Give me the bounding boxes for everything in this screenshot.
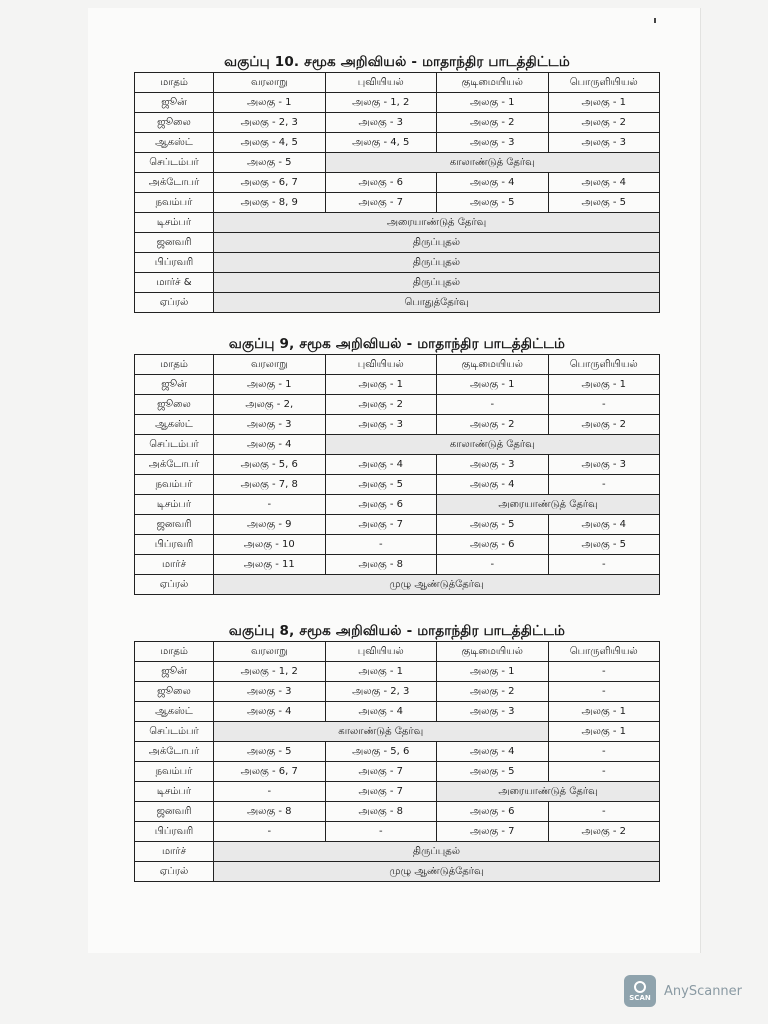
unit-cell: அலகு - 4, 5 <box>214 133 326 153</box>
column-header: புவியியல் <box>325 355 437 375</box>
header-row <box>135 355 660 375</box>
month-cell: டிசம்பர் <box>135 782 214 802</box>
month-cell: செப்டம்பர் <box>135 153 214 173</box>
merged-cell: அரையாண்டுத் தேர்வு <box>437 782 660 802</box>
merged-cell: காலாண்டுத் தேர்வு <box>325 153 660 173</box>
anyscanner-watermark <box>624 975 742 1007</box>
month-cell: ஜனவரி <box>135 515 214 535</box>
month-cell: ஏப்ரல் <box>135 862 214 882</box>
unit-cell: அலகு - 6, 7 <box>214 173 326 193</box>
column-header: பொருளியியல் <box>548 642 660 662</box>
table-row <box>135 682 660 702</box>
unit-cell: அலகு - 2 <box>325 395 437 415</box>
unit-cell: - <box>548 555 660 575</box>
month-cell: ஜூன் <box>135 375 214 395</box>
month-cell: அக்டோபர் <box>135 173 214 193</box>
unit-cell: - <box>548 662 660 682</box>
unit-cell: அலகு - 2, 3 <box>325 682 437 702</box>
class-10-section <box>134 52 660 313</box>
table-row <box>135 782 660 802</box>
table-row <box>135 133 660 153</box>
table-row <box>135 233 660 253</box>
unit-cell: அலகு - 4 <box>214 435 326 455</box>
unit-cell: அலகு - 2 <box>437 113 549 133</box>
table-row <box>135 742 660 762</box>
month-cell: டிசம்பர் <box>135 495 214 515</box>
anyscanner-logo-icon: SCAN <box>624 975 656 1007</box>
unit-cell: அலகு - 4 <box>325 702 437 722</box>
column-header: புவியியல் <box>325 73 437 93</box>
table-row <box>135 722 660 742</box>
unit-cell: அலகு - 1 <box>437 93 549 113</box>
unit-cell: அலகு - 8 <box>325 555 437 575</box>
unit-cell: அலகு - 1 <box>325 662 437 682</box>
unit-cell: அலகு - 8, 9 <box>214 193 326 213</box>
unit-cell: அலகு - 3 <box>437 455 549 475</box>
month-cell: மார்ச் <box>135 555 214 575</box>
unit-cell: அலகு - 1 <box>548 722 660 742</box>
table-row <box>135 862 660 882</box>
unit-cell: அலகு - 4 <box>214 702 326 722</box>
unit-cell: அலகு - 5, 6 <box>214 455 326 475</box>
month-cell: பிப்ரவரி <box>135 535 214 555</box>
unit-cell: அலகு - 5 <box>214 742 326 762</box>
unit-cell: அலகு - 3 <box>548 455 660 475</box>
anyscanner-brand: AnyScanner <box>664 983 743 999</box>
unit-cell: அலகு - 3 <box>325 415 437 435</box>
month-cell: ஆகஸ்ட் <box>135 133 214 153</box>
unit-cell: அலகு - 11 <box>214 555 326 575</box>
merged-cell: திருப்புதல் <box>214 233 660 253</box>
unit-cell: - <box>548 762 660 782</box>
unit-cell: அலகு - 1 <box>548 702 660 722</box>
class-9-section <box>134 334 660 595</box>
unit-cell: அலகு - 1 <box>437 662 549 682</box>
month-cell: ஆகஸ்ட் <box>135 415 214 435</box>
column-header: பொருளியியல் <box>548 355 660 375</box>
month-cell: ஜனவரி <box>135 802 214 822</box>
unit-cell: - <box>548 475 660 495</box>
table-row <box>135 153 660 173</box>
unit-cell: அலகு - 1 <box>548 93 660 113</box>
merged-cell: அரையாண்டுத் தேர்வு <box>437 495 660 515</box>
unit-cell: அலகு - 7 <box>325 515 437 535</box>
month-cell: செப்டம்பர் <box>135 722 214 742</box>
table-row <box>135 762 660 782</box>
table-row <box>135 515 660 535</box>
table-row <box>135 415 660 435</box>
merged-cell: முழு ஆண்டுத்தேர்வு <box>214 862 660 882</box>
unit-cell: - <box>437 555 549 575</box>
unit-cell: அலகு - 3 <box>548 133 660 153</box>
unit-cell: அலகு - 1 <box>325 375 437 395</box>
unit-cell: அலகு - 5 <box>548 535 660 555</box>
unit-cell: அலகு - 9 <box>214 515 326 535</box>
unit-cell: அலகு - 4 <box>437 173 549 193</box>
unit-cell: அலகு - 2 <box>548 822 660 842</box>
unit-cell: அலகு - 8 <box>214 802 326 822</box>
merged-cell: திருப்புதல் <box>214 253 660 273</box>
unit-cell: அலகு - 1 <box>214 93 326 113</box>
header-row <box>135 73 660 93</box>
month-cell: ஏப்ரல் <box>135 575 214 595</box>
unit-cell: அலகு - 2, <box>214 395 326 415</box>
unit-cell: அலகு - 6 <box>325 495 437 515</box>
column-header: குடிமையியல் <box>437 73 549 93</box>
merged-cell: பொதுத்தேர்வு <box>214 293 660 313</box>
month-cell: அக்டோபர் <box>135 742 214 762</box>
table-row <box>135 253 660 273</box>
class-10-title: வகுப்பு 10. சமூக அறிவியல் - மாதாந்திர பாடத்திட்டம் <box>224 54 570 70</box>
class-9-title: வகுப்பு 9, சமூக அறிவியல் - மாதாந்திர பாடத்திட்டம் <box>228 336 566 352</box>
month-cell: ஜூன் <box>135 93 214 113</box>
unit-cell: அலகு - 3 <box>214 682 326 702</box>
unit-cell: அலகு - 2 <box>437 415 549 435</box>
unit-cell: அலகு - 8 <box>325 802 437 822</box>
unit-cell: அலகு - 6 <box>437 802 549 822</box>
unit-cell: அலகு - 7 <box>325 782 437 802</box>
unit-cell: அலகு - 5 <box>437 762 549 782</box>
table-row <box>135 113 660 133</box>
table-row <box>135 842 660 862</box>
table-row <box>135 475 660 495</box>
month-cell: நவம்பர் <box>135 193 214 213</box>
table-row <box>135 535 660 555</box>
month-cell: ஆகஸ்ட் <box>135 702 214 722</box>
month-cell: செப்டம்பர் <box>135 435 214 455</box>
column-header: வரலாறு <box>214 355 326 375</box>
unit-cell: அலகு - 7 <box>325 762 437 782</box>
month-cell: நவம்பர் <box>135 762 214 782</box>
class-8-section <box>134 621 660 882</box>
unit-cell: அலகு - 3 <box>214 415 326 435</box>
table-row <box>135 293 660 313</box>
unit-cell: அலகு - 7 <box>325 193 437 213</box>
table-row <box>135 395 660 415</box>
unit-cell: அலகு - 5 <box>214 153 326 173</box>
unit-cell: அலகு - 7 <box>437 822 549 842</box>
unit-cell: - <box>548 682 660 702</box>
unit-cell: அலகு - 4 <box>548 173 660 193</box>
month-cell: மார்ச் & <box>135 273 214 293</box>
unit-cell: - <box>437 395 549 415</box>
unit-cell: - <box>548 395 660 415</box>
unit-cell: - <box>548 742 660 762</box>
month-cell: அக்டோபர் <box>135 455 214 475</box>
unit-cell: அலகு - 4 <box>437 475 549 495</box>
unit-cell: அலகு - 5 <box>325 475 437 495</box>
table-row <box>135 375 660 395</box>
column-header: புவியியல் <box>325 642 437 662</box>
unit-cell: அலகு - 2, 3 <box>214 113 326 133</box>
unit-cell: அலகு - 4, 5 <box>325 133 437 153</box>
unit-cell: அலகு - 4 <box>437 742 549 762</box>
unit-cell: அலகு - 6 <box>437 535 549 555</box>
table-row <box>135 702 660 722</box>
merged-cell: முழு ஆண்டுத்தேர்வு <box>214 575 660 595</box>
unit-cell: அலகு - 1 <box>437 375 549 395</box>
unit-cell: - <box>548 802 660 822</box>
month-cell: ஜூலை <box>135 395 214 415</box>
unit-cell: அலகு - 6 <box>325 173 437 193</box>
table-row <box>135 93 660 113</box>
table-row <box>135 495 660 515</box>
table-row <box>135 575 660 595</box>
month-cell: பிப்ரவரி <box>135 253 214 273</box>
column-header: வரலாறு <box>214 642 326 662</box>
unit-cell: - <box>325 535 437 555</box>
unit-cell: அலகு - 5 <box>437 193 549 213</box>
month-cell: ஜூன் <box>135 662 214 682</box>
column-header: குடிமையியல் <box>437 355 549 375</box>
unit-cell: - <box>325 822 437 842</box>
table-row <box>135 822 660 842</box>
class-9-table <box>134 354 660 595</box>
unit-cell: அலகு - 3 <box>325 113 437 133</box>
page-mark <box>654 18 656 23</box>
table-row <box>135 173 660 193</box>
column-header: வரலாறு <box>214 73 326 93</box>
month-cell: மார்ச் <box>135 842 214 862</box>
merged-cell: காலாண்டுத் தேர்வு <box>325 435 660 455</box>
unit-cell: அலகு - 10 <box>214 535 326 555</box>
month-cell: டிசம்பர் <box>135 213 214 233</box>
column-header: மாதம் <box>135 73 214 93</box>
unit-cell: - <box>214 822 326 842</box>
class-8-table <box>134 641 660 882</box>
unit-cell: அலகு - 5 <box>548 193 660 213</box>
table-row <box>135 455 660 475</box>
table-row <box>135 662 660 682</box>
unit-cell: - <box>214 782 326 802</box>
unit-cell: அலகு - 2 <box>548 113 660 133</box>
unit-cell: அலகு - 6, 7 <box>214 762 326 782</box>
header-row <box>135 642 660 662</box>
month-cell: ஜூலை <box>135 113 214 133</box>
unit-cell: அலகு - 3 <box>437 133 549 153</box>
table-row <box>135 555 660 575</box>
table-row <box>135 802 660 822</box>
unit-cell: அலகு - 7, 8 <box>214 475 326 495</box>
unit-cell: அலகு - 2 <box>548 415 660 435</box>
class-8-title: வகுப்பு 8, சமூக அறிவியல் - மாதாந்திர பாடத்திட்டம் <box>228 623 566 639</box>
column-header: மாதம் <box>135 642 214 662</box>
month-cell: நவம்பர் <box>135 475 214 495</box>
unit-cell: அலகு - 1, 2 <box>325 93 437 113</box>
table-row <box>135 273 660 293</box>
unit-cell: அலகு - 2 <box>437 682 549 702</box>
unit-cell: அலகு - 5, 6 <box>325 742 437 762</box>
unit-cell: அலகு - 1 <box>548 375 660 395</box>
column-header: குடிமையியல் <box>437 642 549 662</box>
merged-cell: காலாண்டுத் தேர்வு <box>214 722 549 742</box>
unit-cell: - <box>214 495 326 515</box>
class-10-table <box>134 72 660 313</box>
unit-cell: அலகு - 4 <box>548 515 660 535</box>
table-row <box>135 213 660 233</box>
month-cell: ஜூலை <box>135 682 214 702</box>
column-header: பொருளியியல் <box>548 73 660 93</box>
merged-cell: திருப்புதல் <box>214 842 660 862</box>
unit-cell: அலகு - 4 <box>325 455 437 475</box>
column-header: மாதம் <box>135 355 214 375</box>
table-row <box>135 193 660 213</box>
unit-cell: அலகு - 1 <box>214 375 326 395</box>
month-cell: ஏப்ரல் <box>135 293 214 313</box>
unit-cell: அலகு - 3 <box>437 702 549 722</box>
merged-cell: திருப்புதல் <box>214 273 660 293</box>
unit-cell: அலகு - 5 <box>437 515 549 535</box>
unit-cell: அலகு - 1, 2 <box>214 662 326 682</box>
merged-cell: அரையாண்டுத் தேர்வு <box>214 213 660 233</box>
month-cell: ஜனவரி <box>135 233 214 253</box>
month-cell: பிப்ரவரி <box>135 822 214 842</box>
table-row <box>135 435 660 455</box>
